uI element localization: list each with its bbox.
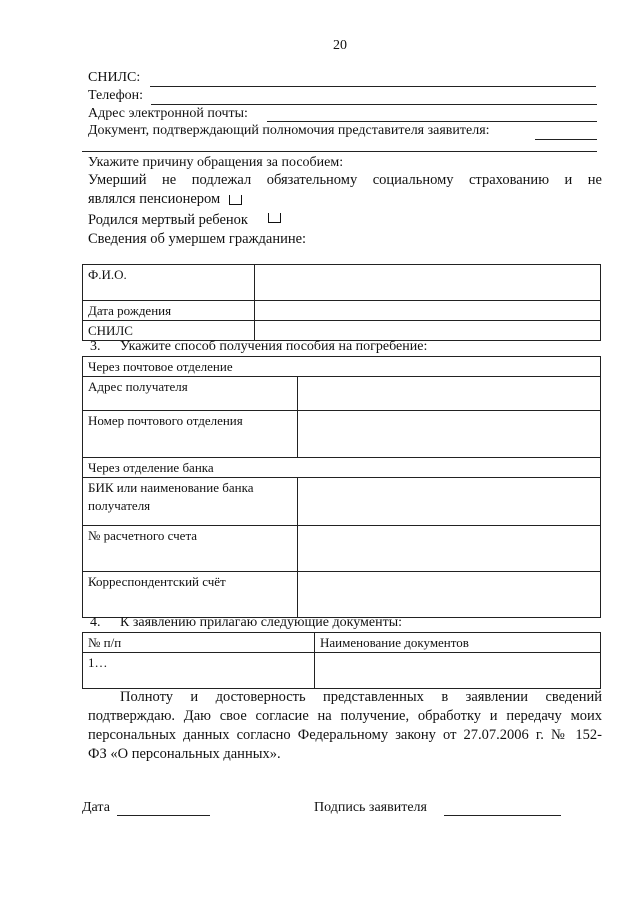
- correspondent-account-label: Корреспондентский счёт: [83, 572, 298, 618]
- method-number: 3.: [90, 339, 101, 354]
- reason-option-2-text: Родился мертвый ребенок: [88, 212, 248, 228]
- documents-number: 4.: [90, 615, 101, 630]
- reason-title: Укажите причину обращения за пособием:: [88, 155, 344, 170]
- deceased-title: Сведения об умершем гражданине:: [88, 231, 307, 247]
- deceased-snils-label: СНИЛС: [83, 321, 255, 341]
- account-number-value[interactable]: [298, 526, 601, 572]
- consent-line-1: Полноту и достоверность представленных в заявлении сведений: [120, 689, 602, 705]
- col-name-header: Наименование документов: [315, 633, 601, 653]
- post-office-number-label: Номер почтового отделения: [83, 411, 298, 458]
- phone-label: Телефон:: [88, 88, 144, 103]
- fio-label: Ф.И.О.: [83, 265, 255, 301]
- document-row-number[interactable]: 1…: [83, 653, 315, 689]
- account-number-label: № расчетного счета: [83, 526, 298, 572]
- deceased-snils-value[interactable]: [255, 321, 601, 341]
- recipient-address-label: Адрес получателя: [83, 377, 298, 411]
- date-label: Дата: [82, 800, 110, 815]
- snils-field[interactable]: [150, 86, 596, 87]
- recipient-address-value[interactable]: [298, 377, 601, 411]
- signature-field[interactable]: [444, 815, 561, 816]
- consent-line-4: ФЗ «О персональных данных».: [88, 746, 281, 762]
- email-label: Адрес электронной почты:: [88, 106, 248, 121]
- page-number: 20: [333, 38, 347, 53]
- section-divider: [82, 151, 597, 152]
- birth-date-value[interactable]: [255, 301, 601, 321]
- bik-label: [83, 478, 298, 526]
- documents-table: [82, 632, 601, 689]
- document-field[interactable]: [535, 139, 597, 140]
- birth-date-label: Дата рождения: [83, 301, 255, 321]
- method-title: Укажите способ получения пособия на погребение:: [120, 339, 428, 354]
- consent-line-3: персональных данных согласно Федеральному закону от 27.07.2006 г. № 152-: [88, 727, 602, 743]
- fio-value[interactable]: [255, 265, 601, 301]
- correspondent-account-value[interactable]: [298, 572, 601, 618]
- email-field[interactable]: [267, 121, 597, 122]
- phone-field[interactable]: [151, 104, 597, 105]
- reason-option-1-text-cont: являлся пенсионером: [88, 191, 221, 207]
- post-office-number-value[interactable]: [298, 411, 601, 458]
- reason-option-1-text: Умерший не подлежал обязательному социальному страхованию и не: [88, 172, 602, 188]
- date-field[interactable]: [117, 815, 210, 816]
- document-row-name[interactable]: [315, 653, 601, 689]
- reason-option-2-checkbox[interactable]: [268, 213, 281, 223]
- snils-label: СНИЛС:: [88, 70, 141, 85]
- bik-label-line-2: получателя: [88, 498, 151, 513]
- deceased-info-table: [82, 264, 601, 341]
- bik-label-line-1: БИК или наименование банка: [88, 480, 254, 495]
- bank-header: Через отделение банка: [83, 458, 601, 478]
- documents-title: К заявлению прилагаю следующие документы:: [120, 615, 403, 630]
- col-number-header: № п/п: [83, 633, 315, 653]
- payment-method-table: [82, 356, 601, 618]
- document-label: Документ, подтверждающий полномочия представителя заявителя:: [88, 123, 490, 138]
- consent-line-2: подтверждаю. Даю свое согласие на получение, обработку и передачу моих: [88, 708, 602, 724]
- reason-option-1-checkbox[interactable]: [229, 195, 242, 205]
- bik-value[interactable]: [298, 478, 601, 526]
- post-office-header: Через почтовое отделение: [83, 357, 601, 377]
- signature-label: Подпись заявителя: [314, 800, 427, 815]
